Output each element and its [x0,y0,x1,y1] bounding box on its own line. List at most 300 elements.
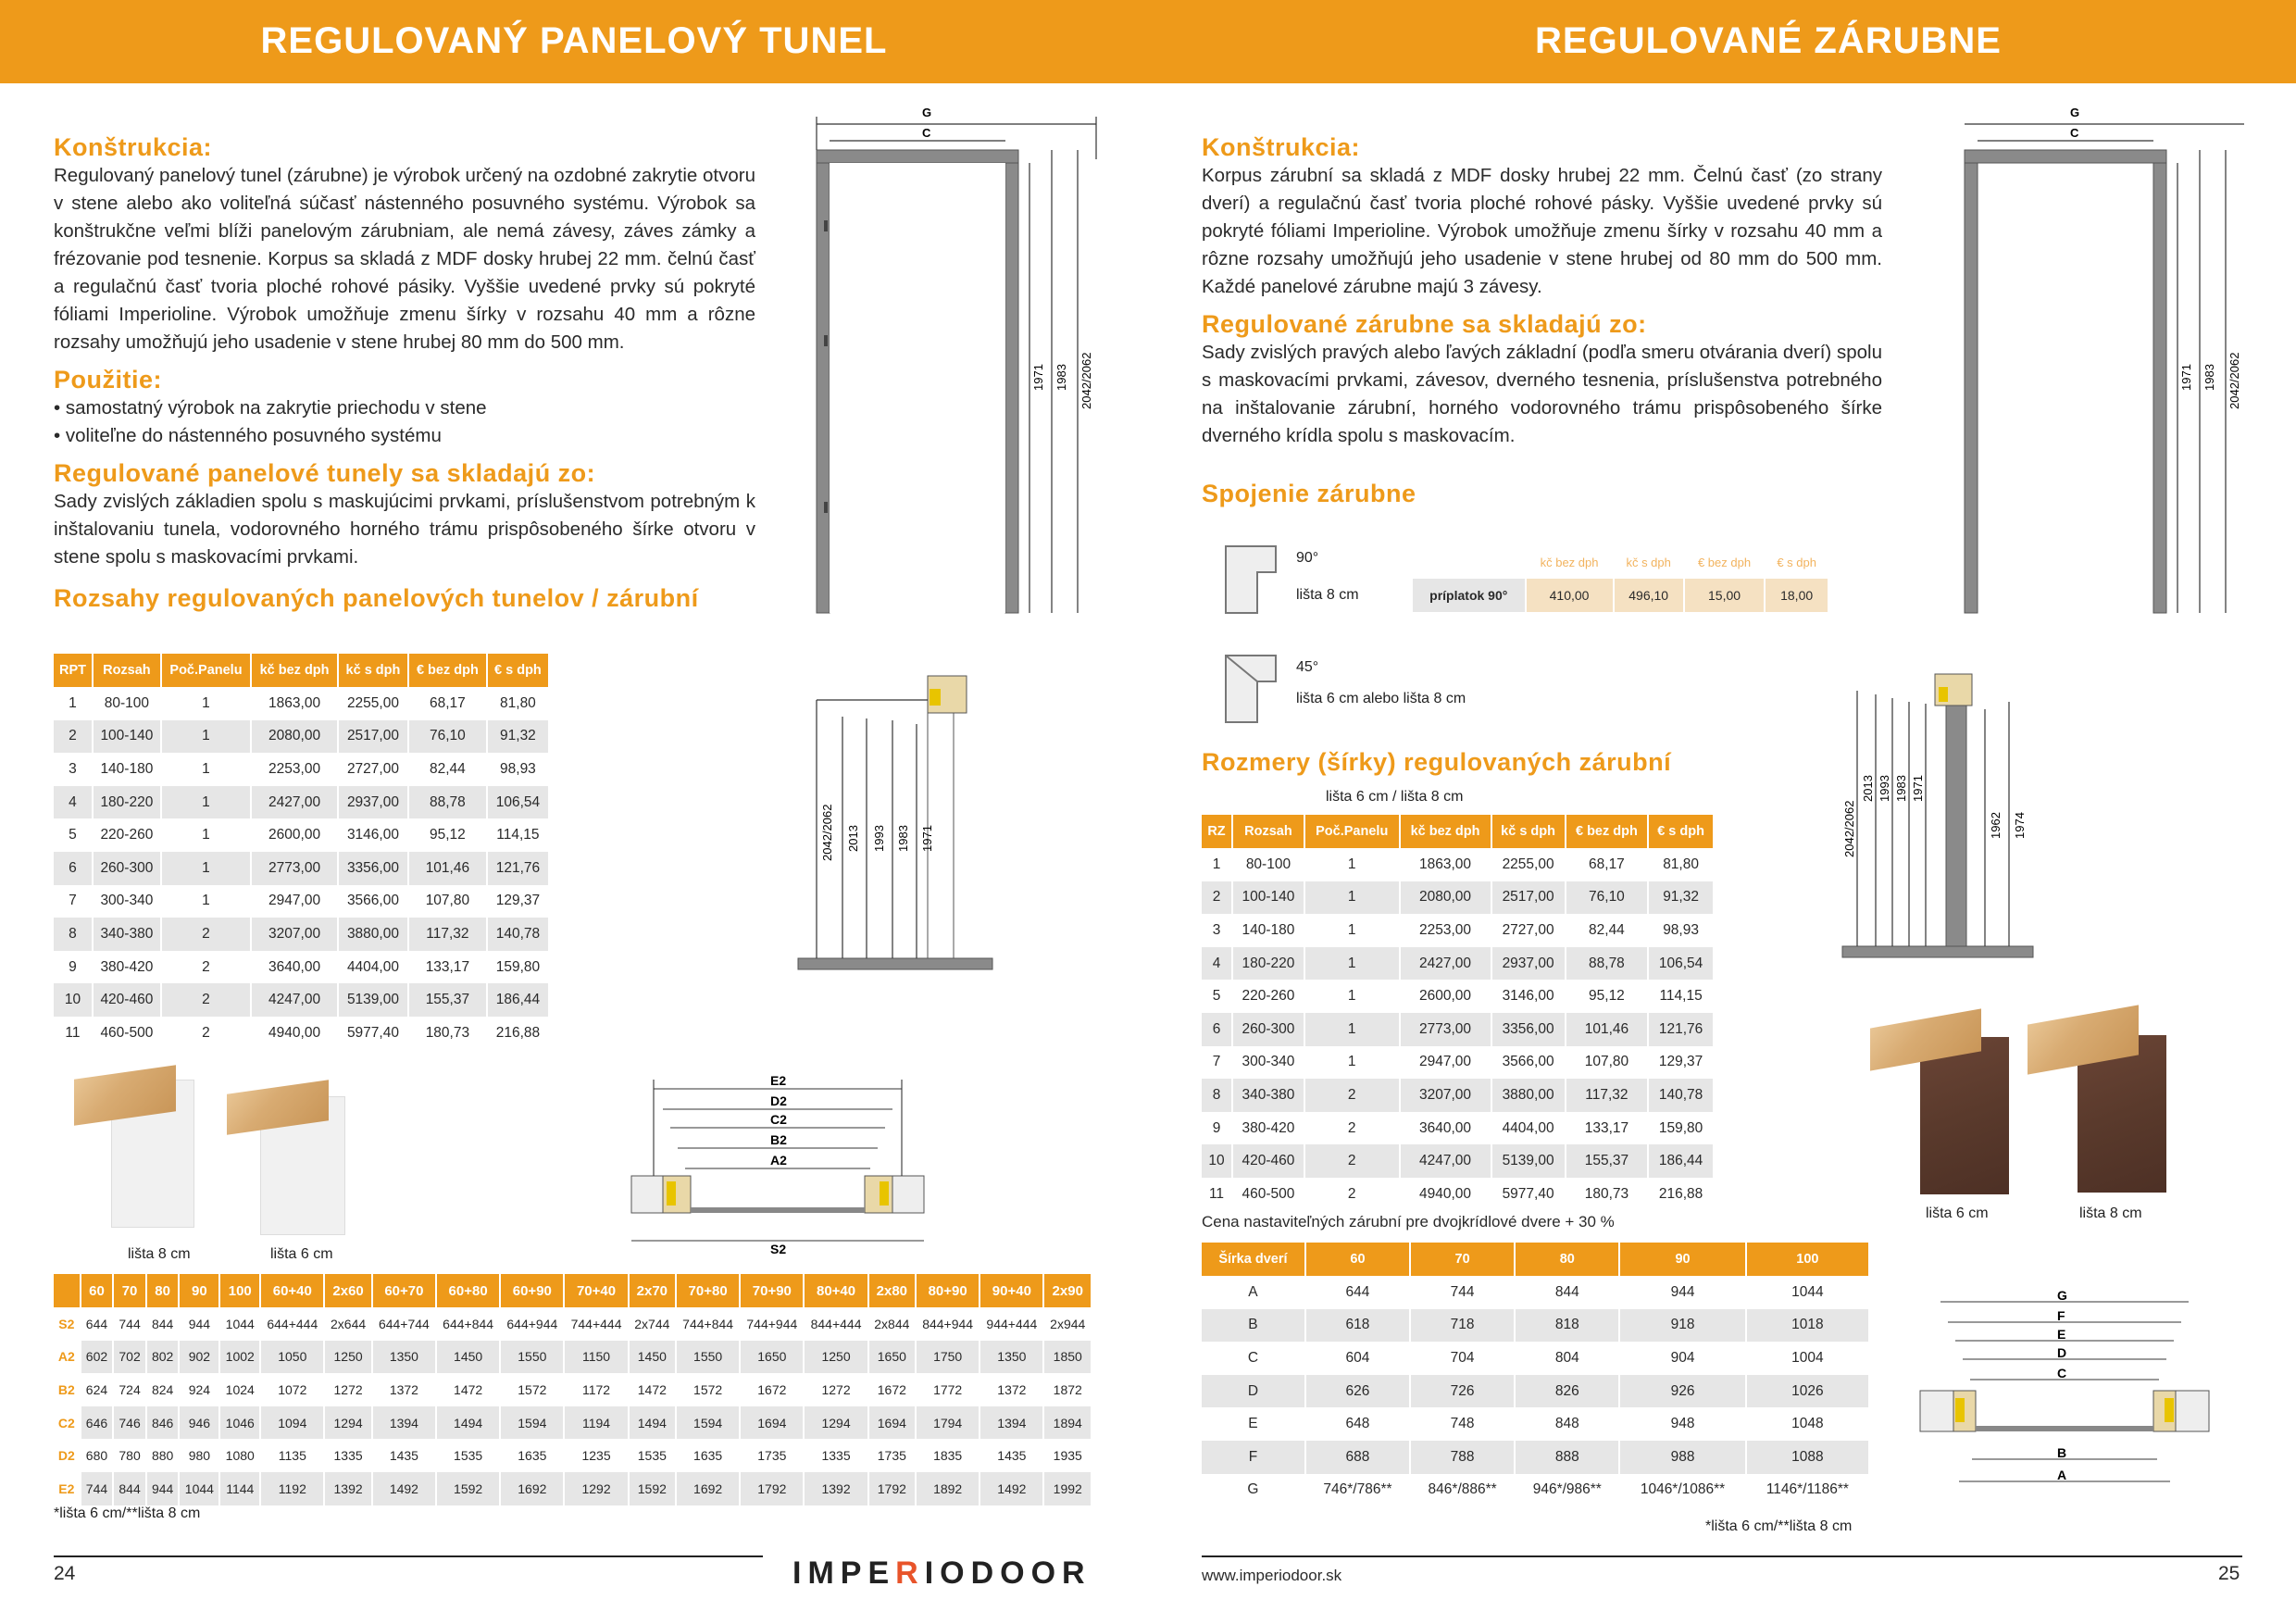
right-page-title: REGULOVANÉ ZÁRUBNE [1535,20,2002,61]
right-plan-diagram [1916,1289,2213,1493]
table-cell: A2 [54,1341,81,1374]
table-cell: 1392 [804,1472,867,1505]
table-row [54,1307,1092,1341]
table-cell: 106,54 [487,786,549,819]
table-cell: 1863,00 [251,687,338,720]
table-row [54,818,549,852]
section-height-2: 2013 [846,825,860,852]
table-cell: 129,37 [1648,1046,1714,1080]
column-header: 90 [1619,1243,1745,1276]
column-header: 60 [81,1274,114,1307]
table-cell: 826 [1515,1375,1619,1408]
section-height-4: 1983 [896,825,910,852]
table-row [54,951,549,984]
table-cell: 944 [1619,1276,1745,1309]
column-header: kč s dph [338,654,408,687]
table-cell: 5 [54,818,93,852]
table-cell: 88,78 [1566,947,1649,981]
table-cell: 844 [113,1472,146,1505]
table-cell: 1394 [980,1406,1043,1440]
left-plan-diagram [630,1072,926,1257]
table-cell: 98,93 [487,753,549,786]
column-header: 60 [1305,1243,1410,1276]
table-cell: 10 [1202,1144,1232,1178]
table-cell: 300-340 [93,885,161,918]
table-cell: 2 [1202,881,1232,915]
table-cell: 824 [146,1373,180,1406]
table-cell: 1750 [916,1341,980,1374]
column-header: 60+90 [500,1274,564,1307]
left-width-table [54,1274,1092,1505]
section-height-1: 2042/2062 [820,804,834,861]
table-row [54,1017,549,1050]
table-cell: 6 [54,852,93,885]
column-header: € bez dph [408,654,487,687]
table-cell: 718 [1410,1309,1515,1343]
table-cell: 2937,00 [338,786,408,819]
table-cell: 68,17 [408,687,487,720]
section-height-4: 1983 [1894,775,1908,802]
table-cell: 788 [1410,1441,1515,1474]
table-cell: 4404,00 [1491,1112,1566,1145]
table-cell: 744 [1410,1276,1515,1309]
left-konstrukcia-title: Konštrukcia: [54,133,213,161]
column-header: 70 [113,1274,146,1307]
frame-height-3: 2042/2062 [2227,352,2241,409]
double-door-note: Cena nastaviteľných zárubní pre dvojkrídlové dvere + 30 % [1202,1213,1615,1230]
table-cell: 1435 [980,1439,1043,1472]
table-cell: 15,00 [1684,579,1766,612]
column-header: kč bez dph [1526,545,1614,579]
table-cell: 88,78 [408,786,487,819]
frame-height-1: 1971 [1031,364,1045,391]
table-cell: 1692 [500,1472,564,1505]
column-header: 60+40 [260,1274,324,1307]
table-cell: 1835 [916,1439,980,1472]
column-header: kč s dph [1491,815,1566,848]
table-cell: 726 [1410,1375,1515,1408]
table-cell: 1792 [868,1472,916,1505]
table-cell: 648 [1305,1407,1410,1441]
table-cell: 624 [81,1373,114,1406]
column-header: 60+70 [372,1274,436,1307]
table-cell: 1072 [260,1373,324,1406]
table-cell: 926 [1619,1375,1745,1408]
table-cell: 1044 [1746,1276,1869,1309]
table-cell: 155,37 [408,983,487,1017]
table-cell: 186,44 [1648,1144,1714,1178]
table-cell: 107,80 [1566,1046,1649,1080]
table-cell: 3880,00 [338,918,408,951]
table-cell: 4940,00 [1400,1178,1491,1211]
table-cell: 1935 [1043,1439,1092,1472]
table-cell: 133,17 [1566,1112,1649,1145]
table-cell: 1594 [676,1406,740,1440]
website-link[interactable]: www.imperiodoor.sk [1202,1567,1342,1584]
table-cell: 1235 [564,1439,628,1472]
spojenie-title: Spojenie zárubne [1202,480,1416,507]
table-cell: 2 [1304,1178,1400,1211]
table-cell: 2600,00 [251,818,338,852]
table-cell: 1550 [676,1341,740,1374]
table-cell: príplatok 90° [1413,579,1526,612]
table-cell: 1 [161,687,251,720]
table-cell: 1863,00 [1400,848,1491,881]
table-cell: 2x944 [1043,1307,1092,1341]
table-cell: 1492 [372,1472,436,1505]
table-cell: 1046 [219,1406,260,1440]
column-header: 100 [1746,1243,1869,1276]
left-konstrukcia-text: Regulovaný panelový tunel (zárubne) je výrobok určený na ozdobné zakrytie otvoru v stene alebo ako voliteľná súčasť nástenného posuvného systému. Výrobok sa konštrukčne veľmi blíži panelovým zárubniam, ale nemá závesy, záves zámky a frézovanie pod tesnenie. Korpus sa skladá z MDF dosky hrubej 22 mm. čelnú časť a regulačnú časť tvoria ploché rohové pásiky. Vyššie uvedené prvky sú pokryté fóliami Imperioline. Výrobok umožňuje zmenu šírky v rozsahu 40 mm a rôzne rozsahy umožňujú jeho usadenie v stene hrubej 80 mm do 500 mm. [54,165,755,353]
table-cell: 2080,00 [1400,881,1491,915]
table-cell: 3356,00 [1491,1013,1566,1046]
table-cell: 5977,40 [338,1017,408,1050]
column-header: Rozsah [93,654,161,687]
column-header: € bez dph [1684,545,1766,579]
table-cell: 4247,00 [1400,1144,1491,1178]
table-cell: E2 [54,1472,81,1505]
table-row [54,687,549,720]
table-cell: 68,17 [1566,848,1649,881]
table-cell: 1094 [260,1406,324,1440]
table-cell: 1 [1304,1046,1400,1080]
table-row [54,918,549,951]
table-cell: 1635 [676,1439,740,1472]
table-cell: 2947,00 [251,885,338,918]
table-cell: 95,12 [1566,980,1649,1013]
table-cell: 2253,00 [251,753,338,786]
column-header: 60+80 [436,1274,500,1307]
table-row [54,786,549,819]
table-row [1202,1375,1869,1408]
table-cell: 1472 [436,1373,500,1406]
table-row [1202,848,1714,881]
table-cell: 888 [1515,1441,1619,1474]
table-cell: 1494 [629,1406,676,1440]
table-cell: 1694 [868,1406,916,1440]
left-sklad-title: Regulované panelové tunely sa skladajú zo: [54,459,596,487]
column-header: 80 [146,1274,180,1307]
table-cell: 186,44 [487,983,549,1017]
left-footer-rule [54,1555,763,1557]
frame-height-1: 1971 [2179,364,2193,391]
table-cell: 1135 [260,1439,324,1472]
table-cell: 1146*/1186** [1746,1474,1869,1507]
table-cell: 780 [113,1439,146,1472]
plan-label-a: A [2057,1468,2067,1482]
plan-label-f: F [2057,1308,2065,1323]
table-cell: 1292 [564,1472,628,1505]
table-cell: 1392 [324,1472,371,1505]
table-cell: 2427,00 [1400,947,1491,981]
table-cell: 1472 [629,1373,676,1406]
table-cell: 101,46 [408,852,487,885]
column-header [54,1274,81,1307]
table-cell: 1535 [436,1439,500,1472]
table-cell: S2 [54,1307,81,1341]
right-footer-rule [1202,1555,2242,1557]
table-row [1202,1013,1714,1046]
table-cell: 902 [179,1341,219,1374]
left-text-block [54,133,755,613]
table-cell: 744 [113,1307,146,1341]
table-cell: 3146,00 [1491,980,1566,1013]
table-cell: 1692 [676,1472,740,1505]
column-header: 2x80 [868,1274,916,1307]
table-row [1202,980,1714,1013]
logo-part-a: IMPE [792,1555,896,1591]
column-header: € s dph [487,654,549,687]
table-cell: 744 [81,1472,114,1505]
table-cell: 604 [1305,1342,1410,1375]
frame-jamb-right [1005,150,1018,613]
table-cell: 5139,00 [338,983,408,1017]
table-cell: 746*/786** [1305,1474,1410,1507]
table-cell: 1550 [500,1341,564,1374]
table-cell: 2 [161,983,251,1017]
table-cell: 1044 [219,1307,260,1341]
table-cell: 1650 [740,1341,804,1374]
plan-label-b: B [2057,1445,2067,1460]
frame-label-c: C [2070,126,2079,140]
column-header: € bez dph [1566,815,1649,848]
table-cell: 1172 [564,1373,628,1406]
table-cell: 380-420 [1232,1112,1304,1145]
section-height-2: 2013 [1861,775,1875,802]
table-cell: 410,00 [1526,579,1614,612]
table-cell: 2727,00 [1491,914,1566,947]
table-cell: 1372 [372,1373,436,1406]
right-section-diagram [1839,672,2052,968]
right-table-subtitle: lišta 6 cm / lišta 8 cm [1326,789,1464,805]
table-cell: 988 [1619,1441,1745,1474]
table-cell: 100-140 [1232,881,1304,915]
table-row [54,1439,1092,1472]
column-header: 70+90 [740,1274,804,1307]
table-cell: 5977,40 [1491,1178,1566,1211]
table-cell: 1294 [324,1406,371,1440]
table-cell: 944 [179,1307,219,1341]
table-cell: 2 [161,1017,251,1050]
table-cell: 91,32 [1648,881,1714,915]
table-cell: 4404,00 [338,951,408,984]
table-cell: 1 [1202,848,1232,881]
table-cell: 1694 [740,1406,804,1440]
table-cell: 1272 [804,1373,867,1406]
table-row [54,983,549,1017]
table-row [1202,947,1714,981]
plan-label-c2: C2 [770,1112,787,1127]
table-cell: 100-140 [93,720,161,754]
frame-label-c: C [922,126,931,140]
column-header: RPT [54,654,93,687]
left-frame-diagram [796,104,1129,618]
table-cell: 5 [1202,980,1232,1013]
table-cell: 2x744 [629,1307,676,1341]
table-cell: 1272 [324,1373,371,1406]
column-header: Šírka dverí [1202,1243,1305,1276]
table-cell: 80-100 [1232,848,1304,881]
table-cell: B [1202,1309,1305,1343]
frame-label-g: G [922,106,932,119]
table-cell: 1 [161,720,251,754]
table-cell: 1024 [219,1373,260,1406]
right-text-block [1202,133,1882,508]
table-cell: 644 [1305,1276,1410,1309]
table-cell: 180,73 [408,1017,487,1050]
table-cell: 3356,00 [338,852,408,885]
table-cell: 2727,00 [338,753,408,786]
table-cell: 1 [1304,914,1400,947]
table-cell: 76,10 [408,720,487,754]
table-cell: 496,10 [1614,579,1684,612]
joint-45-sub: lišta 6 cm alebo lišta 8 cm [1296,691,1466,706]
plan-label-e: E [2057,1327,2066,1342]
table-row [54,1472,1092,1505]
list-item: • samostatný výrobok na zakrytie priechodu v stene [54,394,755,422]
table-cell: 3640,00 [1400,1112,1491,1145]
table-cell: 3 [1202,914,1232,947]
table-cell: E [1202,1407,1305,1441]
table-cell: 2 [1304,1079,1400,1112]
table-cell: 260-300 [1232,1013,1304,1046]
table-cell: 644 [81,1307,114,1341]
photo-frame-dark-6cm [1870,1018,2009,1194]
table-cell: 82,44 [1566,914,1649,947]
table-cell: 8 [1202,1079,1232,1112]
table-cell: 2427,00 [251,786,338,819]
left-page-number: 24 [54,1563,76,1584]
table-cell: 846*/886** [1410,1474,1515,1507]
table-cell: 106,54 [1648,947,1714,981]
column-header: kč s dph [1614,545,1684,579]
column-header: € s dph [1648,815,1714,848]
table-cell: 3880,00 [1491,1079,1566,1112]
table-cell: 924 [179,1373,219,1406]
joint-90-sub: lišta 8 cm [1296,587,1359,603]
left-pouzitie-title: Použitie: [54,366,162,394]
right-price-table [1202,815,1715,1211]
column-header: Poč.Panelu [161,654,251,687]
table-cell: 1535 [629,1439,676,1472]
table-row [1202,1309,1869,1343]
column-header: RZ [1202,815,1232,848]
table-row [54,885,549,918]
table-cell: 140,78 [1648,1079,1714,1112]
table-cell: 626 [1305,1375,1410,1408]
section-height-5: 1971 [920,825,934,852]
table-cell: 1144 [219,1472,260,1505]
table-cell: F [1202,1441,1305,1474]
table-cell: 121,76 [487,852,549,885]
table-cell: 3640,00 [251,951,338,984]
table-cell: 744+944 [740,1307,804,1341]
table-row [1202,1342,1869,1375]
table-cell: 1635 [500,1439,564,1472]
table-cell: 1572 [500,1373,564,1406]
table-cell: 744+844 [676,1307,740,1341]
table-cell: 117,32 [1566,1079,1649,1112]
table-cell: 1892 [916,1472,980,1505]
table-row [54,852,549,885]
table-cell: 1992 [1043,1472,1092,1505]
table-cell: 2255,00 [338,687,408,720]
list-item: • voliteľne do nástenného posuvného systému [54,422,755,450]
table-cell: C [1202,1342,1305,1375]
table-row [54,1373,1092,1406]
table-cell: 3207,00 [251,918,338,951]
table-cell: 844+444 [804,1307,867,1341]
table-cell: 1572 [676,1373,740,1406]
table-cell: 1494 [436,1406,500,1440]
plan-label-a2: A2 [770,1153,787,1168]
frame-height-2: 1983 [2202,364,2216,391]
table-cell: 2947,00 [1400,1046,1491,1080]
table-cell: 944+444 [980,1307,1043,1341]
table-cell: 420-460 [1232,1144,1304,1178]
table-cell: 340-380 [1232,1079,1304,1112]
plan-label-e2: E2 [770,1073,787,1088]
photo-label-6cm: lišta 6 cm [270,1246,333,1262]
table-cell: 140-180 [93,753,161,786]
table-cell: 180-220 [1232,947,1304,981]
table-cell: 420-460 [93,983,161,1017]
table-cell: 1850 [1043,1341,1092,1374]
table-cell: 818 [1515,1309,1619,1343]
column-header: 2x90 [1043,1274,1092,1307]
table-row [54,1341,1092,1374]
table-cell: D [1202,1375,1305,1408]
table-cell: 744+444 [564,1307,628,1341]
table-cell: C2 [54,1406,81,1440]
table-cell: A [1202,1276,1305,1309]
table-cell: 2x844 [868,1307,916,1341]
table-row [1202,1046,1714,1080]
table-cell: 9 [54,951,93,984]
table-cell: 1735 [740,1439,804,1472]
table-cell: 880 [146,1439,180,1472]
right-frame-diagram [1944,104,2277,618]
table-cell: 6 [1202,1013,1232,1046]
table-cell: 2x644 [324,1307,371,1341]
table-cell: 11 [54,1017,93,1050]
column-header [1413,545,1526,579]
table-cell: 82,44 [408,753,487,786]
left-footnote: *lišta 6 cm/**lišta 8 cm [54,1505,201,1521]
table-cell: 1650 [868,1341,916,1374]
table-cell: 107,80 [408,885,487,918]
plan-label-b2: B2 [770,1132,787,1147]
table-row [54,720,549,754]
table-cell: 1 [161,885,251,918]
table-cell: 1 [1304,980,1400,1013]
column-header: 70+80 [676,1274,740,1307]
table-cell: 1592 [629,1472,676,1505]
table-cell: 2 [54,720,93,754]
left-price-table [54,654,550,1050]
table-cell: 1 [161,786,251,819]
table-cell: 76,10 [1566,881,1649,915]
table-cell: 7 [54,885,93,918]
column-header: 90 [179,1274,219,1307]
right-page-number: 25 [2218,1563,2240,1584]
joint-45-label: 45° [1296,659,1319,675]
table-cell: 4940,00 [251,1017,338,1050]
table-cell: 8 [54,918,93,951]
table-cell: 1594 [500,1406,564,1440]
table-cell: 1894 [1043,1406,1092,1440]
table-cell: 114,15 [1648,980,1714,1013]
